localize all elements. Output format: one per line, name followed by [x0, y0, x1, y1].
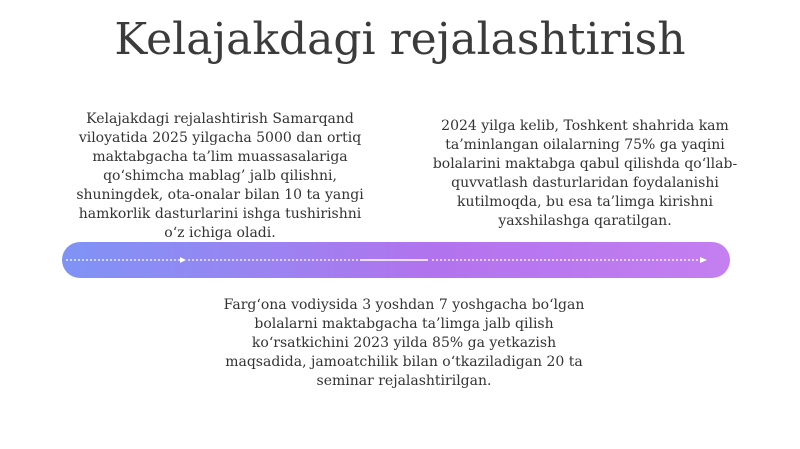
- page-title: Kelajakdagi rejalashtirish: [114, 14, 686, 65]
- timeline-arrows: [62, 242, 730, 278]
- timeline-entry-1: Kelajakdagi rejalashtirish Samarqand viloyatida 2025 yilgacha 5000 dan ortiq maktabgacha ta’lim muassasalariga qo‘shimcha mablag’ jalb qilishni, shuningdek, ota-onalar bilan 10 ta yangi hamkorlik dasturlarini ishga tushirishni o‘z ichiga oladi.: [76, 111, 364, 241]
- timeline-arrowhead-2: [700, 257, 707, 263]
- timeline-entry-2: 2024 yilga kelib, Toshkent shahrida kam ta’minlangan oilalarning 75% ga yaqini bolalarini maktabga qabul qilishda qo‘llab-quvvatlash dasturlaridan foydalanishi kutilmoqda, bu esa ta’limga kirishni yaxshilashga qaratilgan.: [432, 118, 738, 229]
- timeline-entry-3: Farg‘ona vodiysida 3 yoshdan 7 yoshgacha bo‘lgan bolalarni maktabgacha ta’limga jalb qilish ko‘rsatkichini 2023 yilda 85% ga yetkazish maqsadida, jamoatchilik bilan o‘tkaziladigan 20 ta seminar rejalashtirilgan.: [223, 297, 585, 389]
- timeline-arrowhead-1: [180, 257, 186, 263]
- timeline-bar: [62, 242, 730, 278]
